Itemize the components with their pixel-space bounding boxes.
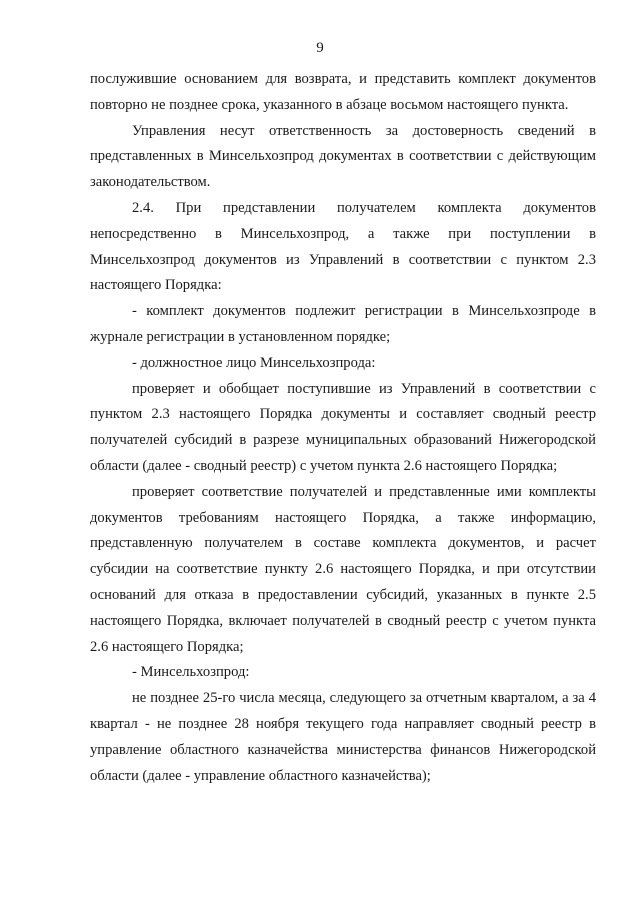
paragraph: - должностное лицо Минсельхозпрода: <box>132 354 376 371</box>
paragraph: не позднее 25-го числа месяца, следующего за отчетным кварталом, а за 4 квартал - не позднее 28 ноября текущего года направляет сводный реестр в управление областного казначейства министерства финансов Нижегородской области (далее - управление областного казначейства); <box>90 690 596 784</box>
paragraph: послужившие основанием для возврата, и представить комплект документов повторно не позднее срока, указанного в абзаце восьмом настоящего пункта. <box>90 71 596 113</box>
paragraph: 2.4. При представлении получателем комплекта документов непосредственно в Минсельхозпрод, а также при поступлении в Минсельхозпрод документов из Управлений в соответствии с пунктом 2.3 настоящего Порядка: <box>90 199 596 294</box>
paragraph: - Минсельхозпрод: <box>132 664 250 681</box>
paragraph: Управления несут ответственность за достоверность сведений в представленных в Минсельхозпрод документах в соответствии с действующим законодательством. <box>90 122 596 191</box>
document-body <box>90 67 596 789</box>
paragraph: проверяет и обобщает поступившие из Управлений в соответствии с пунктом 2.3 настоящего Порядка документы и составляет сводный реестр получателей субсидий в разрезе муниципальных образований Нижегородской области (далее - сводный реестр) с учетом пункта 2.6 настоящего Порядка; <box>90 380 596 474</box>
paragraph: - комплект документов подлежит регистрации в Минсельхозпроде в журнале регистрации в установленном порядке; <box>90 303 596 345</box>
paragraph: проверяет соответствие получателей и представленные ими комплекты документов требованиям настоящего Порядка, а также информацию, представленную получателем в составе комплекта документов, и расчет субсидии на соответствие пункту 2.6 настоящего Порядка, и при отсутствии оснований для отказа в предоставлении субсидий, указанных в пункте 2.5 настоящего Порядка, включает получателей в сводный реестр с учетом пункта 2.6 настоящего Порядка; <box>90 483 596 655</box>
page-number: 9 <box>316 40 324 56</box>
